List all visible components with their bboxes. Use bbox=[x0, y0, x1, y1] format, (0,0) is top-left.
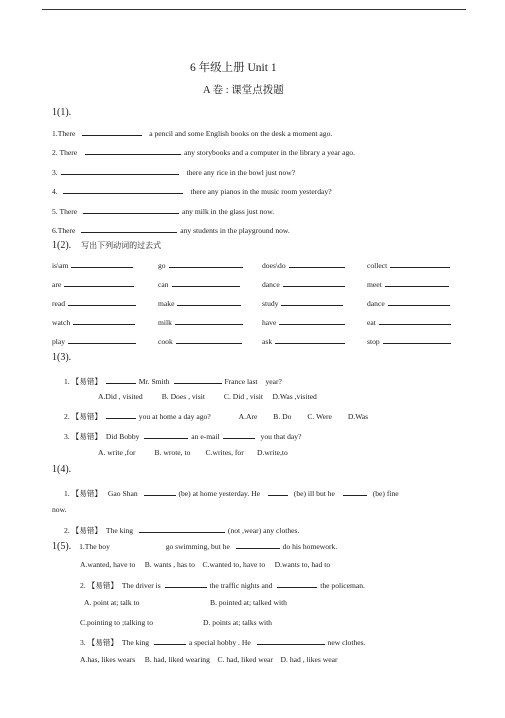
question-text: any milk in the glass just now. bbox=[181, 207, 275, 216]
question-text: the policeman. bbox=[320, 581, 365, 590]
verb-word: watch bbox=[52, 318, 71, 327]
option-d: D.Was bbox=[347, 412, 369, 421]
question-line bbox=[52, 206, 274, 216]
top-rule bbox=[42, 9, 466, 10]
answer-options: A.wanted, have to B. wants , has to C.wanted to, have to D.wants to, had to bbox=[80, 560, 331, 569]
question-text: there any rice in the bowl just now? bbox=[186, 168, 296, 177]
question-text: (be) fine bbox=[372, 489, 399, 498]
question-text: you at home a day ago? bbox=[138, 412, 211, 421]
question-text: The driver is bbox=[121, 581, 161, 590]
verb-cell bbox=[262, 260, 345, 270]
answer-blank[interactable] bbox=[71, 260, 133, 268]
verb-word: have bbox=[262, 318, 277, 327]
question-number: 2. bbox=[80, 581, 86, 590]
verb-word: dance bbox=[367, 299, 385, 308]
question-text: France last bbox=[224, 377, 258, 386]
verb-cell bbox=[52, 260, 133, 270]
verb-word: ask bbox=[262, 337, 273, 346]
question-text: (be) ill but he bbox=[293, 489, 335, 498]
question-line bbox=[52, 225, 290, 235]
error-prone-tag: 【易错】 bbox=[87, 581, 118, 590]
answer-blank[interactable] bbox=[175, 317, 243, 325]
answer-blank[interactable] bbox=[82, 128, 142, 136]
verb-word: read bbox=[52, 299, 66, 308]
verb-cell bbox=[52, 279, 134, 289]
answer-blank[interactable] bbox=[61, 167, 179, 175]
option-c: C.pointing to ;talking to bbox=[80, 618, 153, 627]
answer-blank[interactable] bbox=[64, 279, 134, 287]
verb-word: meet bbox=[367, 280, 382, 289]
question-text: Did Bobby bbox=[105, 432, 140, 441]
section-label: 1(5). bbox=[52, 541, 72, 552]
error-prone-tag: 【易错】 bbox=[71, 412, 102, 421]
answer-blank[interactable] bbox=[343, 488, 367, 496]
verb-word: eat bbox=[367, 318, 376, 327]
verb-word: stop bbox=[367, 337, 380, 346]
error-prone-tag: 【易错】 bbox=[71, 489, 102, 498]
answer-blank[interactable] bbox=[289, 260, 345, 268]
answer-blank[interactable] bbox=[277, 580, 317, 588]
question-text: a pencil and some English books on the desk a moment ago. bbox=[149, 129, 333, 138]
question-text: go swimming, but he bbox=[165, 542, 230, 551]
option-a: A. point at; talk to bbox=[84, 598, 140, 607]
question-line bbox=[64, 411, 368, 421]
answer-blank[interactable] bbox=[83, 206, 179, 214]
answer-blank[interactable] bbox=[279, 317, 345, 325]
verb-cell bbox=[262, 298, 343, 308]
answer-blank[interactable] bbox=[144, 488, 176, 496]
answer-blank[interactable] bbox=[68, 298, 136, 306]
answer-blank[interactable] bbox=[177, 298, 241, 306]
question-text: 6.There bbox=[52, 226, 76, 235]
verb-word: study bbox=[262, 299, 279, 308]
verb-cell bbox=[158, 279, 240, 289]
question-text: new clothes. bbox=[327, 638, 366, 647]
answer-blank[interactable] bbox=[63, 186, 183, 194]
question-text: any students in the playground now. bbox=[180, 226, 290, 235]
question-text: Mr. Smith bbox=[138, 377, 170, 386]
page-subtitle: A 卷 : 课堂点拨题 bbox=[203, 85, 284, 96]
question-text: 1.The boy bbox=[79, 542, 110, 551]
question-line bbox=[80, 580, 365, 590]
answer-blank[interactable] bbox=[144, 431, 188, 439]
question-text: Gao Shan bbox=[107, 489, 138, 498]
verb-cell bbox=[158, 317, 243, 327]
section-label: 1(2). bbox=[52, 240, 72, 251]
answer-blank[interactable] bbox=[388, 298, 450, 306]
answer-blank[interactable] bbox=[275, 336, 345, 344]
question-text: do his homework. bbox=[282, 542, 338, 551]
verb-cell bbox=[367, 260, 450, 270]
question-line bbox=[80, 637, 366, 647]
answer-blank[interactable] bbox=[106, 411, 136, 419]
verb-word: are bbox=[52, 280, 62, 289]
question-text: a special hobby . He bbox=[188, 638, 251, 647]
verb-cell bbox=[262, 317, 345, 327]
error-prone-tag: 【易错】 bbox=[71, 432, 102, 441]
verb-cell bbox=[158, 260, 243, 270]
answer-blank[interactable] bbox=[118, 542, 158, 549]
question-text: 5. There bbox=[52, 207, 78, 216]
question-text: you that day? bbox=[260, 432, 302, 441]
answer-blank[interactable] bbox=[68, 336, 136, 344]
verb-cell bbox=[367, 317, 451, 327]
verb-cell bbox=[367, 279, 449, 289]
question-text: any storybooks and a computer in the library a year ago. bbox=[183, 148, 355, 157]
verb-cell bbox=[158, 336, 242, 346]
option-c: C. Were bbox=[307, 412, 332, 421]
verb-cell bbox=[367, 336, 451, 346]
answer-blank[interactable] bbox=[139, 525, 225, 533]
answer-blank[interactable] bbox=[383, 336, 451, 344]
verb-word: cook bbox=[158, 337, 173, 346]
option-a: A.Are bbox=[238, 412, 258, 421]
question-number: 3. bbox=[64, 432, 70, 441]
question-text: The king bbox=[121, 638, 150, 647]
verb-word: can bbox=[158, 280, 169, 289]
question-number: 1. bbox=[64, 377, 70, 386]
verb-word: make bbox=[158, 299, 175, 308]
answer-blank[interactable] bbox=[281, 298, 343, 306]
question-text: 2. There bbox=[52, 148, 78, 157]
question-line bbox=[64, 488, 399, 498]
question-text: 4. bbox=[52, 187, 58, 196]
verb-word: go bbox=[158, 261, 166, 270]
question-text: (not ,wear) any clothes. bbox=[227, 526, 300, 535]
answer-blank[interactable] bbox=[390, 260, 450, 268]
answer-blank[interactable] bbox=[81, 225, 177, 233]
question-number: 2. bbox=[64, 526, 70, 535]
answer-blank[interactable] bbox=[379, 317, 451, 325]
question-text: year? bbox=[265, 377, 282, 386]
section-label: 1(1). bbox=[52, 107, 72, 118]
answer-blank[interactable] bbox=[223, 431, 255, 439]
answer-options: A. write ,for B. wrote, to C.writes, for D.write,to bbox=[98, 448, 288, 457]
answer-blank[interactable] bbox=[174, 376, 222, 384]
question-line bbox=[64, 525, 299, 535]
page-title: 6 年级上册 Unit 1 bbox=[190, 62, 277, 74]
verb-cell bbox=[52, 336, 136, 346]
section-instruction: 写出下列动词的过去式 bbox=[81, 241, 162, 250]
section-heading bbox=[52, 241, 161, 251]
verb-word: dance bbox=[262, 280, 280, 289]
answer-blank[interactable] bbox=[257, 637, 325, 645]
question-line bbox=[64, 431, 301, 441]
question-number: 1. bbox=[64, 489, 70, 498]
verb-cell bbox=[262, 336, 345, 346]
question-text: the traffic nights and bbox=[209, 581, 273, 590]
question-text: 1.There bbox=[52, 129, 76, 138]
answer-blank[interactable] bbox=[385, 279, 449, 287]
question-line bbox=[52, 541, 337, 552]
verb-word: milk bbox=[158, 318, 172, 327]
question-text: (be) at home yesterday. He bbox=[178, 489, 260, 498]
verb-word: play bbox=[52, 337, 66, 346]
answer-blank[interactable] bbox=[176, 336, 242, 344]
verb-word: does\do bbox=[262, 261, 286, 270]
answer-blank[interactable] bbox=[73, 317, 135, 325]
question-continuation: now. bbox=[52, 505, 67, 514]
section-label: 1(4). bbox=[52, 464, 72, 475]
question-line bbox=[64, 376, 282, 386]
answer-blank[interactable] bbox=[236, 541, 280, 549]
verb-cell bbox=[52, 298, 136, 308]
verb-word: is\am bbox=[52, 261, 69, 270]
question-line bbox=[52, 167, 295, 177]
error-prone-tag: 【易错】 bbox=[71, 377, 102, 386]
question-line bbox=[52, 128, 332, 138]
answer-blank[interactable] bbox=[172, 279, 240, 287]
question-text: an e-mail bbox=[191, 432, 220, 441]
answer-blank[interactable] bbox=[169, 260, 243, 268]
answer-options: A.has, likes wears B. had, liked wearing C. had, liked wear D. had , likes wear bbox=[80, 655, 338, 664]
answer-blank[interactable] bbox=[154, 637, 186, 645]
question-text: The king bbox=[105, 526, 134, 535]
error-prone-tag: 【易错】 bbox=[87, 638, 118, 647]
verb-cell bbox=[262, 279, 345, 289]
option-b: B. Do bbox=[273, 412, 292, 421]
question-text: there any pianos in the music room yesterday? bbox=[190, 187, 332, 196]
error-prone-tag: 【易错】 bbox=[71, 526, 102, 535]
verb-cell bbox=[52, 317, 135, 327]
answer-blank[interactable] bbox=[85, 147, 181, 155]
answer-blank[interactable] bbox=[106, 376, 136, 384]
question-line bbox=[52, 186, 332, 196]
question-text: 3. bbox=[52, 168, 58, 177]
option-b: B. pointed at; talked with bbox=[210, 598, 287, 607]
verb-cell bbox=[367, 298, 450, 308]
section-label: 1(3). bbox=[52, 352, 72, 363]
answer-blank[interactable] bbox=[283, 279, 345, 287]
question-number: 2. bbox=[64, 412, 70, 421]
answer-blank[interactable] bbox=[165, 580, 207, 588]
verb-word: collect bbox=[367, 261, 388, 270]
answer-blank[interactable] bbox=[268, 488, 288, 496]
answer-options: A.Did , visited B. Does , visit C. Did , visit D.Was ,visited bbox=[98, 392, 317, 401]
verb-cell bbox=[158, 298, 241, 308]
question-line bbox=[52, 147, 355, 157]
question-number: 3. bbox=[80, 638, 86, 647]
option-d: D. points at; talks with bbox=[203, 618, 272, 627]
